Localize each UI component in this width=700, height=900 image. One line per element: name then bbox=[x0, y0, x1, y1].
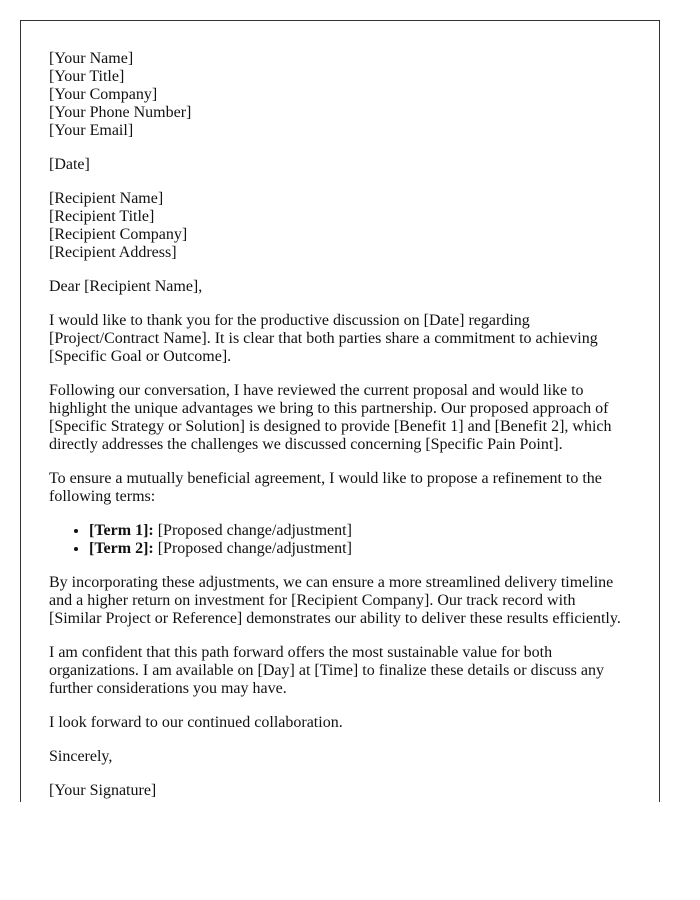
date-block bbox=[49, 156, 631, 174]
recipient-address: [Recipient Address] bbox=[49, 244, 177, 261]
recipient-name: [Recipient Name] bbox=[49, 190, 164, 207]
paragraph-benefits: By incorporating these adjustments, we can ensure a more streamlined delivery timeline and a higher return on investment for [Recipient Company]. Our track record with [Similar Project or Reference] demonstrates our ability to deliver these results efficiently. bbox=[49, 574, 621, 627]
term-label: [Term 2]: bbox=[89, 540, 154, 557]
recipient-company: [Recipient Company] bbox=[49, 226, 188, 243]
recipient-block bbox=[49, 190, 631, 262]
letter-date: [Date] bbox=[49, 156, 90, 173]
term-item bbox=[89, 540, 631, 558]
recipient-title: [Recipient Title] bbox=[49, 208, 155, 225]
sender-company: [Your Company] bbox=[49, 86, 158, 103]
sender-name: [Your Name] bbox=[49, 50, 134, 67]
terms-list bbox=[49, 522, 631, 558]
sender-block bbox=[49, 50, 631, 140]
sender-email: [Your Email] bbox=[49, 122, 134, 139]
paragraph-closing: I look forward to our continued collaboration. bbox=[49, 714, 343, 731]
paragraph-proposal-lead: To ensure a mutually beneficial agreement, I would like to propose a refinement to the following terms: bbox=[49, 470, 602, 505]
paragraph-intro: I would like to thank you for the productive discussion on [Date] regarding [Project/Contract Name]. It is clear that both parties share a commitment to achieving [Specific Goal or Outcome]. bbox=[49, 312, 598, 365]
term-item bbox=[89, 522, 631, 540]
term-value: [Proposed change/adjustment] bbox=[153, 540, 352, 557]
term-label: [Term 1]: bbox=[89, 522, 154, 539]
signature: [Your Signature] bbox=[49, 782, 157, 799]
sender-title: [Your Title] bbox=[49, 68, 125, 85]
paragraph-advantages: Following our conversation, I have reviewed the current proposal and would like to highlight the unique advantages we bring to this partnership. Our proposed approach of [Specific Strategy or Solution] is designed to provide [Benefit 1] and [Benefit 2], which directly addresses the challenges we discussed concerning [Specific Pain Point]. bbox=[49, 382, 612, 453]
sender-phone: [Your Phone Number] bbox=[49, 104, 192, 121]
salutation: Dear [Recipient Name], bbox=[49, 278, 203, 295]
term-value: [Proposed change/adjustment] bbox=[153, 522, 352, 539]
paragraph-availability: I am confident that this path forward offers the most sustainable value for both organizations. I am available on [Day] at [Time] to finalize these details or discuss any further considerations you may have. bbox=[49, 644, 604, 697]
letter-document bbox=[20, 20, 660, 802]
signoff: Sincerely, bbox=[49, 748, 113, 765]
